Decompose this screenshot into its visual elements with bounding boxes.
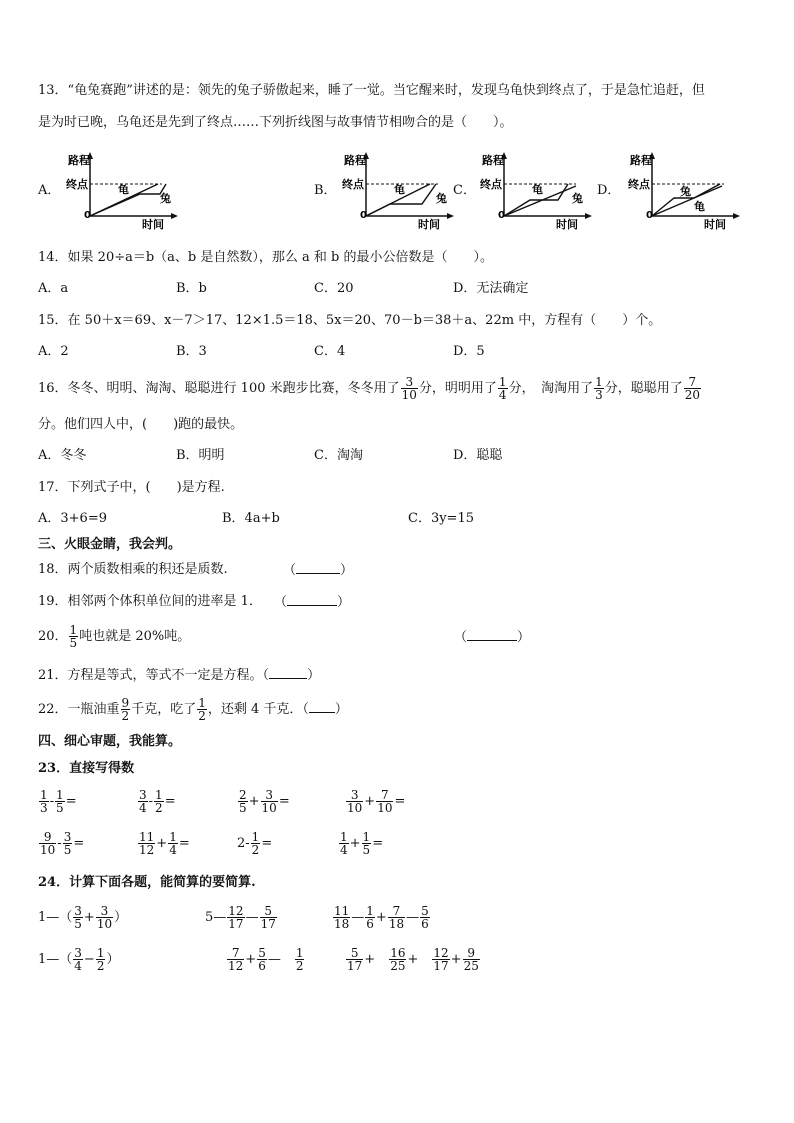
q24-expr: $\frac{7}{12}$ + $\frac{5}{6}$ — $\frac{1}{2}$	[228, 946, 304, 973]
q24-expr: 1—（ $\frac{3}{5}$ + $\frac{3}{10}$ ）	[38, 904, 128, 931]
q15-option-d: D．5	[453, 344, 485, 359]
graph-d-ylabel: 路程	[630, 154, 652, 167]
graph-c-rabbit: 兔	[572, 192, 583, 205]
q16-option-d: D．聪聪	[453, 448, 503, 463]
q17-option-b: B．4a+b	[222, 511, 280, 526]
graph-c-origin: 0	[498, 210, 505, 221]
section-4-heading: 四、细心审题，我能算。	[38, 734, 182, 749]
q20-answer-blank: （ ）	[454, 630, 531, 645]
graph-d-origin: 0	[646, 210, 653, 221]
graph-b-origin: 0	[360, 210, 367, 221]
graph-d-rabbit: 兔	[680, 185, 691, 198]
graph-a-xlabel: 时间	[142, 218, 164, 230]
q16-line2: 分。他们四人中，( )跑的最快。	[38, 417, 244, 432]
q23-expr: $\frac{1}{3}$ - $\frac{1}{5}$ =	[40, 788, 77, 815]
graph-a-turtle: 龟	[118, 183, 129, 196]
q14-option-d: D．无法确定	[453, 281, 529, 296]
q23-expr: $\frac{9}{10}$ - $\frac{3}{5}$ =	[40, 830, 85, 857]
graph-b-turtle: 龟	[394, 183, 405, 196]
q24-expr: 1—（ $\frac{3}{4}$ − $\frac{1}{2}$ ）	[38, 946, 120, 973]
q16-option-a: A．冬冬	[38, 448, 87, 463]
graph-a-ylabel: 路程	[68, 154, 90, 167]
q13-option-c: C．	[453, 183, 476, 198]
fraction: $\frac{3}{10}$	[401, 375, 417, 402]
q14-option-a: A．a	[38, 281, 69, 296]
graph-b	[338, 150, 456, 230]
q15-option-b: B．3	[176, 344, 207, 359]
q20-line: 20． $\frac{1}{5}$ 吨也就是 20%吨。	[38, 623, 191, 650]
graph-d-finish: 终点	[628, 178, 650, 191]
graph-b-rabbit: 兔	[436, 192, 447, 205]
q13-line1: 13．“龟兔赛跑”讲述的是：领先的兔子骄傲起来，睡了一觉。当它醒来时，发现乌龟快到终点了，于是急忙追赶，但	[38, 83, 705, 98]
graph-d-turtle: 龟	[694, 200, 705, 213]
q19-text: 19．相邻两个体积单位间的进率是 1．	[38, 594, 262, 609]
q23-expr: $\frac{3}{10}$ + $\frac{7}{10}$ =	[347, 788, 406, 815]
graph-a	[62, 150, 180, 230]
q17-option-a: A．3+6=9	[38, 511, 107, 526]
fraction: $\frac{1}{4}$	[498, 375, 507, 402]
q16-option-b: B．明明	[176, 448, 225, 463]
q17-text: 17．下列式子中，( )是方程.	[38, 480, 225, 495]
q24-title: 24．计算下面各题，能简算的要简算.	[38, 875, 256, 890]
q22-line: 22．一瓶油重 $\frac{9}{2}$ 千克，吃了 $\frac{1}{2}$ ，还剩 4 千克．（ ）	[38, 696, 348, 723]
q24-expr: 5— $\frac{12}{17}$ — $\frac{5}{17}$	[205, 904, 276, 931]
fraction: $\frac{1}{5}$	[69, 623, 78, 650]
fraction: $\frac{9}{2}$	[121, 696, 130, 723]
q23-expr: $\frac{1}{4}$ + $\frac{1}{5}$ =	[340, 830, 384, 857]
q16-option-c: C．淘淘	[314, 448, 363, 463]
graph-b-finish: 终点	[342, 178, 364, 191]
q19-answer-blank: （ ）	[274, 595, 351, 610]
q23-expr: $\frac{11}{12}$ + $\frac{1}{4}$ =	[139, 830, 190, 857]
q23-expr: $\frac{2}{5}$ + $\frac{3}{10}$ =	[239, 788, 290, 815]
fraction: $\frac{1}{2}$	[198, 696, 206, 723]
graph-a-rabbit: 兔	[160, 192, 171, 205]
graph-d	[624, 150, 742, 230]
q13-option-d: D．	[597, 183, 621, 198]
q23-expr: 2- $\frac{1}{2}$ =	[237, 830, 273, 857]
q17-option-c: C．3y=15	[408, 511, 474, 526]
q13-option-a: A．	[38, 183, 61, 198]
q13-option-b: B．	[314, 183, 337, 198]
q21-text: 21．方程是等式，等式不一定是方程。（ ）	[38, 668, 321, 683]
fraction: $\frac{1}{3}$	[595, 375, 603, 402]
q23-title: 23．直接写得数	[38, 761, 135, 776]
graph-b-ylabel: 路程	[344, 154, 366, 167]
graph-b-xlabel: 时间	[418, 218, 440, 230]
q23-expr: $\frac{3}{4}$ - $\frac{1}{2}$ =	[139, 788, 176, 815]
graph-c-finish: 终点	[480, 178, 502, 191]
q14-text: 14．如果 20÷a＝b（a、b 是自然数），那么 a 和 b 的最小公倍数是（ ）。	[38, 250, 493, 265]
q15-option-c: C．4	[314, 344, 346, 359]
graph-c	[476, 150, 594, 230]
q18-text: 18．两个质数相乘的积还是质数.	[38, 562, 228, 577]
graph-d-xlabel: 时间	[704, 218, 726, 230]
graph-c-ylabel: 路程	[482, 154, 504, 167]
q14-option-b: B．b	[176, 281, 207, 296]
q24-expr: $\frac{5}{17}$ + $\frac{16}{25}$ + $\frac{12}{17}$ + $\frac{9}{25}$	[347, 946, 479, 973]
q24-expr: $\frac{11}{18}$ — $\frac{1}{6}$ + $\frac{7}{18}$ — $\frac{5}{6}$	[334, 904, 429, 931]
graph-a-finish: 终点	[66, 178, 88, 191]
fraction: $\frac{7}{20}$	[684, 375, 701, 402]
q15-option-a: A．2	[38, 344, 69, 359]
graph-a-origin: 0	[84, 210, 91, 221]
q14-option-c: C．20	[314, 281, 354, 296]
section-3-heading: 三、火眼金睛，我会判。	[38, 537, 182, 552]
q16-line1: 16．冬冬、明明、淘淘、聪聪进行 100 米跑步比赛，冬冬用了 $\frac{3}{10}$ 分，明明用了 $\frac{1}{4}$ 分， 淘淘用了 $\frac{1}{3}$ 分，聪聪用了 $\frac{7}{20}$	[38, 375, 701, 402]
q15-text: 15．在 50＋x＝69、x－7＞17、12×1.5＝18、5x＝20、70－b＝38＋a、22m 中，方程有（ ）个。	[38, 313, 662, 328]
graph-c-turtle: 龟	[532, 183, 543, 196]
q13-line2: 是为时已晚，乌龟还是先到了终点……下列折线图与故事情节相吻合的是（ ）。	[38, 115, 513, 130]
graph-c-xlabel: 时间	[556, 218, 578, 230]
q18-answer-blank: （ ）	[283, 563, 354, 578]
